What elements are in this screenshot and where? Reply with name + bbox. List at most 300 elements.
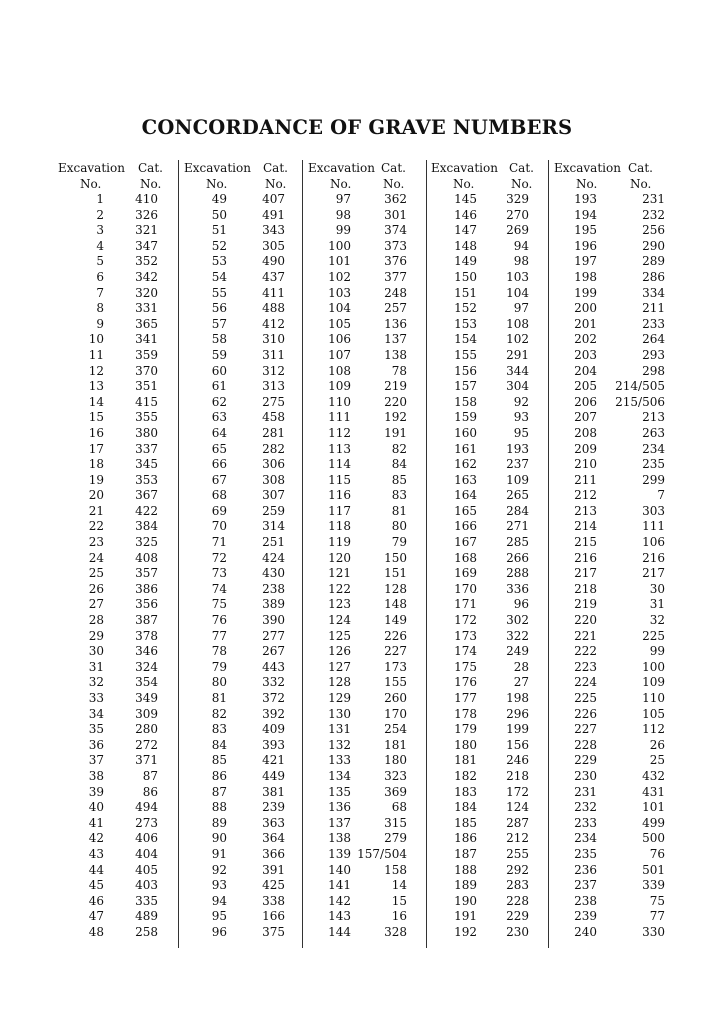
excavation-number: 126 [328, 644, 351, 659]
excavation-number: 180 [454, 737, 477, 752]
table-row [427, 863, 549, 879]
table-row [179, 707, 303, 723]
table-row [179, 831, 303, 847]
table-column [58, 160, 176, 948]
catalogue-number: 68 [391, 800, 407, 815]
table-row [427, 239, 549, 255]
catalogue-number: 16 [391, 909, 407, 924]
table-row [179, 629, 303, 645]
excavation-number: 42 [88, 831, 104, 846]
catalogue-number: 173 [384, 659, 407, 674]
excavation-number: 68 [211, 488, 227, 503]
catalogue-number: 32 [649, 613, 665, 628]
excavation-number: 239 [574, 909, 597, 924]
table-row [179, 286, 303, 302]
excavation-number: 61 [211, 379, 227, 394]
table-row [179, 488, 303, 504]
table-row [303, 597, 427, 613]
catalogue-number: 409 [262, 722, 285, 737]
table-row [58, 426, 176, 442]
excavation-number: 199 [574, 285, 597, 300]
excavation-number: 54 [211, 269, 227, 284]
excavation-number: 191 [454, 909, 477, 924]
catalogue-number: 424 [262, 550, 285, 565]
excavation-number: 24 [88, 550, 104, 565]
table-row [179, 613, 303, 629]
excavation-number: 27 [88, 597, 104, 612]
catalogue-number: 180 [384, 753, 407, 768]
catalogue-number: 85 [391, 472, 407, 487]
column-header [303, 160, 427, 192]
table-row [58, 348, 176, 364]
excavation-number: 119 [328, 535, 351, 550]
table-row [58, 691, 176, 707]
catalogue-number: 83 [391, 488, 407, 503]
table-row [303, 909, 427, 925]
catalogue-number: 406 [135, 831, 158, 846]
catalogue-number: 500 [642, 831, 665, 846]
column-header [58, 160, 176, 192]
catalogue-number: 356 [135, 597, 158, 612]
table-row [303, 504, 427, 520]
catalogue-number: 199 [506, 722, 529, 737]
excavation-number: 234 [574, 831, 597, 846]
excavation-number: 6 [96, 269, 104, 284]
table-row [179, 753, 303, 769]
catalogue-number: 80 [391, 519, 407, 534]
excavation-header: Excavation [431, 161, 498, 175]
table-rows [179, 192, 303, 941]
table-row [303, 395, 427, 411]
table-row [179, 597, 303, 613]
table-row [58, 707, 176, 723]
excavation-number: 177 [454, 691, 477, 705]
catalogue-number: 287 [506, 815, 529, 830]
table-row [303, 442, 427, 458]
table-row [58, 629, 176, 645]
table-row [549, 863, 675, 879]
catalogue-number: 112 [642, 722, 665, 737]
excavation-number: 94 [211, 893, 227, 908]
table-row [179, 519, 303, 535]
table-row [58, 379, 176, 395]
catalogue-number: 86 [142, 784, 158, 799]
excavation-number: 44 [88, 862, 104, 877]
table-row [549, 738, 675, 754]
excavation-header: Excavation [58, 161, 125, 175]
excavation-number: 97 [335, 192, 351, 206]
catalogue-number: 313 [262, 379, 285, 394]
catalogue-number: 102 [506, 332, 529, 347]
excavation-number: 70 [211, 519, 227, 534]
excavation-number: 204 [574, 363, 597, 378]
table-row [58, 738, 176, 754]
table-row [303, 613, 427, 629]
table-row [549, 348, 675, 364]
excavation-number: 20 [88, 488, 104, 503]
table-row [179, 504, 303, 520]
catalogue-number: 378 [135, 628, 158, 643]
excavation-number: 17 [88, 441, 104, 456]
excavation-number: 190 [454, 893, 477, 908]
table-column [426, 160, 549, 948]
excavation-number: 60 [211, 363, 227, 378]
catalogue-number: 392 [262, 706, 285, 721]
excavation-number: 161 [454, 441, 477, 456]
excavation-number: 186 [454, 831, 477, 846]
excavation-number: 168 [454, 550, 477, 565]
table-row [58, 816, 176, 832]
table-row [427, 738, 549, 754]
excavation-header: Excavation [184, 161, 251, 175]
table-rows [58, 192, 176, 941]
catalogue-number: 248 [384, 285, 407, 300]
table-row [549, 223, 675, 239]
excavation-number: 83 [211, 722, 227, 737]
excavation-number: 29 [88, 628, 104, 643]
catalogue-number: 30 [649, 581, 665, 596]
excavation-number: 106 [328, 332, 351, 347]
excavation-number: 110 [328, 394, 351, 409]
table-row [58, 317, 176, 333]
table-row [303, 535, 427, 551]
catalogue-number: 411 [262, 285, 285, 300]
excavation-number: 230 [574, 768, 597, 783]
catalogue-number: 335 [135, 893, 158, 908]
table-row [549, 613, 675, 629]
excavation-number: 144 [328, 924, 351, 939]
excavation-number: 236 [574, 862, 597, 877]
table-row [179, 192, 303, 208]
catalogue-number: 308 [262, 472, 285, 487]
table-row [427, 785, 549, 801]
table-row [303, 894, 427, 910]
table-row [427, 457, 549, 473]
catalogue-number: 355 [135, 410, 158, 425]
table-row [58, 535, 176, 551]
excavation-no-header: No. [453, 177, 475, 191]
excavation-number: 229 [574, 753, 597, 768]
catalogue-number: 265 [506, 488, 529, 503]
catalogue-number: 288 [506, 566, 529, 581]
table-row [179, 878, 303, 894]
catalogue-number: 226 [384, 628, 407, 643]
table-row [549, 691, 675, 707]
catalogue-number: 266 [506, 550, 529, 565]
excavation-number: 21 [88, 503, 104, 518]
excavation-number: 11 [88, 347, 104, 362]
catalogue-number: 198 [506, 691, 529, 705]
catalogue-number: 328 [384, 924, 407, 939]
excavation-number: 52 [211, 238, 227, 253]
table-row [549, 488, 675, 504]
catalogue-number: 76 [649, 846, 665, 861]
excavation-number: 211 [574, 472, 597, 487]
table-row [179, 442, 303, 458]
catalogue-number: 393 [262, 737, 285, 752]
excavation-number: 221 [574, 628, 597, 643]
catalogue-number: 229 [506, 909, 529, 924]
excavation-number: 141 [328, 878, 351, 893]
catalogue-number: 269 [506, 223, 529, 238]
catalogue-number: 405 [135, 862, 158, 877]
excavation-no-header: No. [330, 177, 352, 191]
table-row [427, 878, 549, 894]
catalogue-number: 374 [384, 223, 407, 238]
excavation-number: 5 [96, 254, 104, 269]
catalogue-number: 259 [262, 503, 285, 518]
table-row [549, 909, 675, 925]
excavation-number: 189 [454, 878, 477, 893]
catalogue-number: 251 [262, 535, 285, 550]
excavation-number: 158 [454, 394, 477, 409]
excavation-number: 171 [454, 597, 477, 612]
excavation-number: 79 [211, 659, 227, 674]
table-row [549, 831, 675, 847]
excavation-number: 150 [454, 269, 477, 284]
catalogue-number: 329 [506, 192, 529, 206]
table-row [303, 722, 427, 738]
table-row [179, 270, 303, 286]
catalogue-number: 299 [642, 472, 665, 487]
catalogue-number: 384 [135, 519, 158, 534]
table-row [179, 816, 303, 832]
table-row [58, 831, 176, 847]
excavation-number: 85 [211, 753, 227, 768]
catalogue-number: 343 [262, 223, 285, 238]
table-row [303, 332, 427, 348]
excavation-number: 160 [454, 425, 477, 440]
catalogue-number: 432 [642, 768, 665, 783]
catalogue-number: 421 [262, 753, 285, 768]
excavation-number: 10 [88, 332, 104, 347]
excavation-number: 164 [454, 488, 477, 503]
excavation-number: 32 [88, 675, 104, 690]
table-row [549, 894, 675, 910]
catalogue-number: 489 [135, 909, 158, 924]
table-row [427, 847, 549, 863]
catalogue-number: 128 [384, 581, 407, 596]
table-row [58, 332, 176, 348]
table-row [303, 551, 427, 567]
excavation-number: 73 [211, 566, 227, 581]
table-row [58, 675, 176, 691]
table-row [427, 504, 549, 520]
catalogue-number: 320 [135, 285, 158, 300]
table-row [427, 551, 549, 567]
excavation-number: 25 [88, 566, 104, 581]
catalogue-number: 490 [262, 254, 285, 269]
table-row [58, 566, 176, 582]
excavation-number: 138 [328, 831, 351, 846]
catalogue-number: 301 [384, 207, 407, 222]
table-row [427, 301, 549, 317]
table-row [58, 208, 176, 224]
catalogue-number: 391 [262, 862, 285, 877]
excavation-number: 122 [328, 581, 351, 596]
table-row [179, 395, 303, 411]
excavation-number: 193 [574, 192, 597, 206]
excavation-number: 185 [454, 815, 477, 830]
table-row [58, 286, 176, 302]
excavation-number: 86 [211, 768, 227, 783]
excavation-number: 132 [328, 737, 351, 752]
excavation-number: 210 [574, 457, 597, 472]
catalogue-number: 267 [262, 644, 285, 659]
excavation-number: 65 [211, 441, 227, 456]
catalogue-number: 377 [384, 269, 407, 284]
catalogue-number: 79 [391, 535, 407, 550]
excavation-number: 213 [574, 503, 597, 518]
excavation-number: 12 [88, 363, 104, 378]
excavation-number: 240 [574, 924, 597, 939]
excavation-number: 227 [574, 722, 597, 737]
table-column [548, 160, 675, 948]
excavation-header: Excavation [308, 161, 375, 175]
table-row [303, 519, 427, 535]
catalogue-number: 488 [262, 301, 285, 316]
catalogue-number: 100 [642, 659, 665, 674]
catalogue-number: 246 [506, 753, 529, 768]
catalogue-number: 271 [506, 519, 529, 534]
catalogue-number: 149 [384, 613, 407, 628]
table-row [303, 785, 427, 801]
excavation-number: 26 [88, 581, 104, 596]
table-row [303, 660, 427, 676]
catalogue-number: 25 [649, 753, 665, 768]
excavation-number: 57 [211, 316, 227, 331]
catalogue-number: 78 [391, 363, 407, 378]
catalogue-number: 214/505 [615, 379, 665, 394]
table-row [303, 738, 427, 754]
table-row [179, 925, 303, 941]
catalogue-number: 158 [384, 862, 407, 877]
table-row [303, 223, 427, 239]
column-header [179, 160, 303, 192]
excavation-number: 231 [574, 784, 597, 799]
catalogue-number: 97 [513, 301, 529, 316]
catalogue-number: 99 [649, 644, 665, 659]
excavation-number: 182 [454, 768, 477, 783]
excavation-number: 59 [211, 347, 227, 362]
table-row [549, 395, 675, 411]
table-row [427, 753, 549, 769]
catalogue-number: 303 [642, 503, 665, 518]
excavation-number: 108 [328, 363, 351, 378]
cat-no-header: No. [140, 177, 162, 191]
excavation-number: 134 [328, 768, 351, 783]
catalogue-number: 27 [513, 675, 529, 690]
catalogue-number: 351 [135, 379, 158, 394]
excavation-number: 115 [328, 472, 351, 487]
excavation-number: 192 [454, 924, 477, 939]
table-row [179, 208, 303, 224]
table-row [179, 691, 303, 707]
catalogue-number: 211 [642, 301, 665, 316]
catalogue-number: 181 [384, 737, 407, 752]
catalogue-number: 431 [642, 784, 665, 799]
table-row [427, 722, 549, 738]
catalogue-number: 233 [642, 316, 665, 331]
excavation-number: 75 [211, 597, 227, 612]
table-row [427, 208, 549, 224]
catalogue-number: 225 [642, 628, 665, 643]
catalogue-number: 408 [135, 550, 158, 565]
excavation-number: 123 [328, 597, 351, 612]
catalogue-number: 93 [513, 410, 529, 425]
catalogue-number: 215/506 [615, 394, 665, 409]
excavation-number: 50 [211, 207, 227, 222]
table-row [427, 192, 549, 208]
excavation-number: 203 [574, 347, 597, 362]
excavation-number: 222 [574, 644, 597, 659]
catalogue-number: 307 [262, 488, 285, 503]
excavation-number: 165 [454, 503, 477, 518]
cat-header: Cat. [509, 161, 534, 175]
cat-header: Cat. [628, 161, 653, 175]
excavation-number: 135 [328, 784, 351, 799]
excavation-number: 116 [328, 488, 351, 503]
table-row [427, 286, 549, 302]
excavation-number: 9 [96, 316, 104, 331]
excavation-number: 121 [328, 566, 351, 581]
table-row [303, 410, 427, 426]
excavation-number: 214 [574, 519, 597, 534]
table-row [549, 286, 675, 302]
cat-no-header: No. [630, 177, 652, 191]
excavation-number: 147 [454, 223, 477, 238]
table-row [427, 254, 549, 270]
catalogue-number: 342 [135, 269, 158, 284]
table-row [427, 395, 549, 411]
catalogue-number: 386 [135, 581, 158, 596]
catalogue-number: 109 [506, 472, 529, 487]
table-row [427, 909, 549, 925]
excavation-number: 100 [328, 238, 351, 253]
excavation-number: 55 [211, 285, 227, 300]
catalogue-number: 212 [506, 831, 529, 846]
table-row [549, 566, 675, 582]
catalogue-number: 282 [262, 441, 285, 456]
table-row [427, 473, 549, 489]
excavation-number: 207 [574, 410, 597, 425]
table-row [179, 863, 303, 879]
excavation-no-header: No. [206, 177, 228, 191]
table-row [58, 753, 176, 769]
catalogue-number: 371 [135, 753, 158, 768]
excavation-number: 128 [328, 675, 351, 690]
excavation-number: 112 [328, 425, 351, 440]
excavation-number: 225 [574, 691, 597, 705]
catalogue-number: 370 [135, 363, 158, 378]
catalogue-number: 230 [506, 924, 529, 939]
excavation-number: 40 [88, 800, 104, 815]
catalogue-number: 369 [384, 784, 407, 799]
table-row [549, 519, 675, 535]
excavation-number: 179 [454, 722, 477, 737]
excavation-header: Excavation [554, 161, 621, 175]
table-row [303, 208, 427, 224]
excavation-number: 71 [211, 535, 227, 550]
catalogue-number: 238 [262, 581, 285, 596]
catalogue-number: 338 [262, 893, 285, 908]
excavation-number: 188 [454, 862, 477, 877]
catalogue-number: 263 [642, 425, 665, 440]
catalogue-number: 193 [506, 441, 529, 456]
catalogue-number: 281 [262, 425, 285, 440]
excavation-number: 33 [88, 691, 104, 705]
catalogue-number: 285 [506, 535, 529, 550]
